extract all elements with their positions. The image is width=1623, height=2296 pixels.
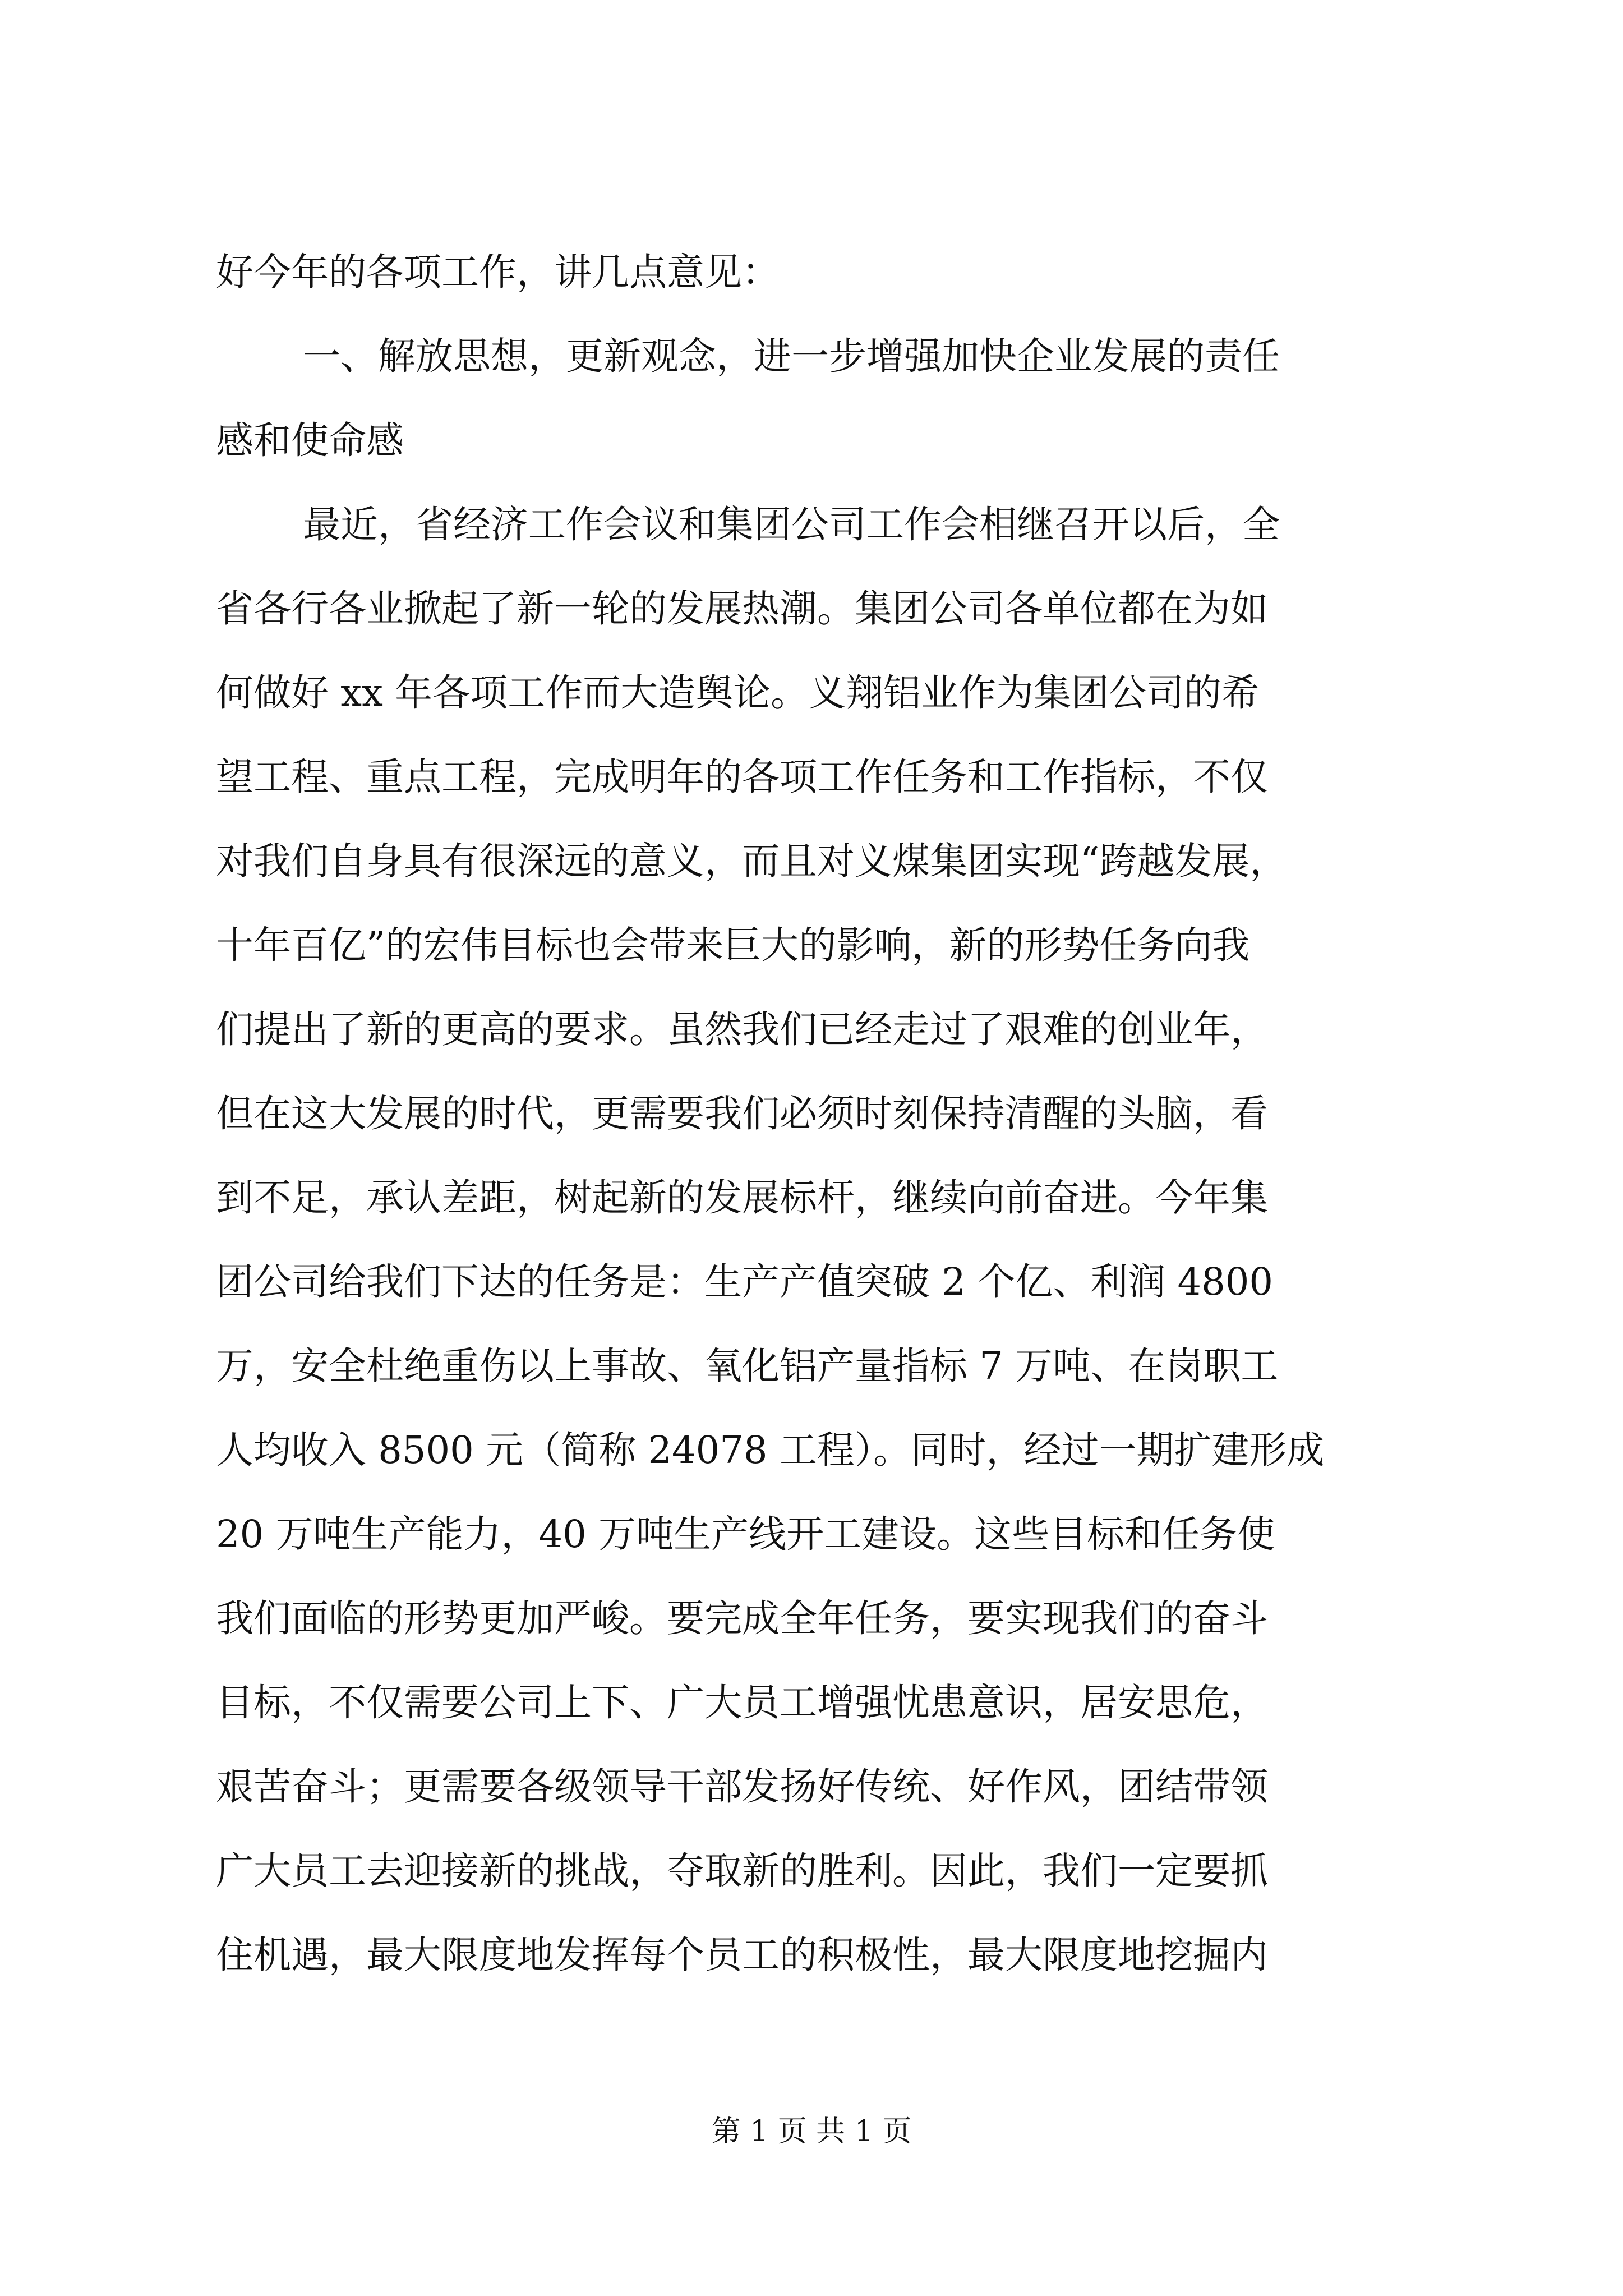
paragraph-line-13: 20 万吨生产能力，40 万吨生产线开工建设。这些目标和任务使: [216, 1512, 1275, 1556]
paragraph-line-2: 省各行各业掀起了新一轮的发展热潮。集团公司各单位都在为如: [216, 587, 1268, 631]
document-body: [216, 230, 1433, 1997]
section-heading-line-2: 感和使命感: [216, 418, 404, 462]
paragraph-line-17: 广大员工去迎接新的挑战，夺取新的胜利。因此，我们一定要抓: [216, 1849, 1268, 1893]
paragraph-line-18: 住机遇，最大限度地发挥每个员工的积极性，最大限度地挖掘内: [216, 1933, 1268, 1977]
text-line-1: 好今年的各项工作，讲几点意见：: [216, 250, 780, 294]
paragraph-line-9: 到不足，承认差距，树起新的发展标杆，继续向前奋进。今年集: [216, 1176, 1268, 1220]
paragraph-line-3: 何做好 xx 年各项工作而大造舆论。义翔铝业作为集团公司的希: [216, 671, 1260, 715]
paragraph-line-15: 目标，不仅需要公司上下、广大员工增强忧患意识，居安思危，: [216, 1681, 1268, 1724]
paragraph-line-10: 团公司给我们下达的任务是：生产产值突破 2 个亿、利润 4800: [216, 1260, 1274, 1304]
paragraph-line-4: 望工程、重点工程，完成明年的各项工作任务和工作指标，不仅: [216, 755, 1268, 799]
paragraph-line-12: 人均收入 8500 元（简称 24078 工程）。同时，经过一期扩建形成: [216, 1428, 1325, 1472]
paragraph-line-5: 对我们自身具有很深远的意义，而且对义煤集团实现“跨越发展，: [216, 839, 1288, 883]
paragraph-line-14: 我们面临的形势更加严峻。要完成全年任务，要实现我们的奋斗: [216, 1596, 1268, 1640]
paragraph-line-7: 们提出了新的更高的要求。虽然我们已经走过了艰难的创业年，: [216, 1007, 1268, 1051]
paragraph-line-11: 万，安全杜绝重伤以上事故、氧化铝产量指标 7 万吨、在岗职工: [216, 1344, 1279, 1388]
section-heading-line-1: 一、解放思想，更新观念，进一步增强加快企业发展的责任: [303, 334, 1280, 378]
paragraph-line-1: 最近，省经济工作会议和集团公司工作会相继召开以后，全: [303, 503, 1280, 546]
paragraph-line-6: 十年百亿”的宏伟目标也会带来巨大的影响，新的形势任务向我: [216, 923, 1250, 967]
paragraph-line-8: 但在这大发展的时代，更需要我们必须时刻保持清醒的头脑，看: [216, 1092, 1268, 1135]
paragraph-line-16: 艰苦奋斗；更需要各级领导干部发扬好传统、好作风，团结带领: [216, 1765, 1268, 1809]
page-footer: 第 1 页 共 1 页: [711, 2115, 912, 2148]
